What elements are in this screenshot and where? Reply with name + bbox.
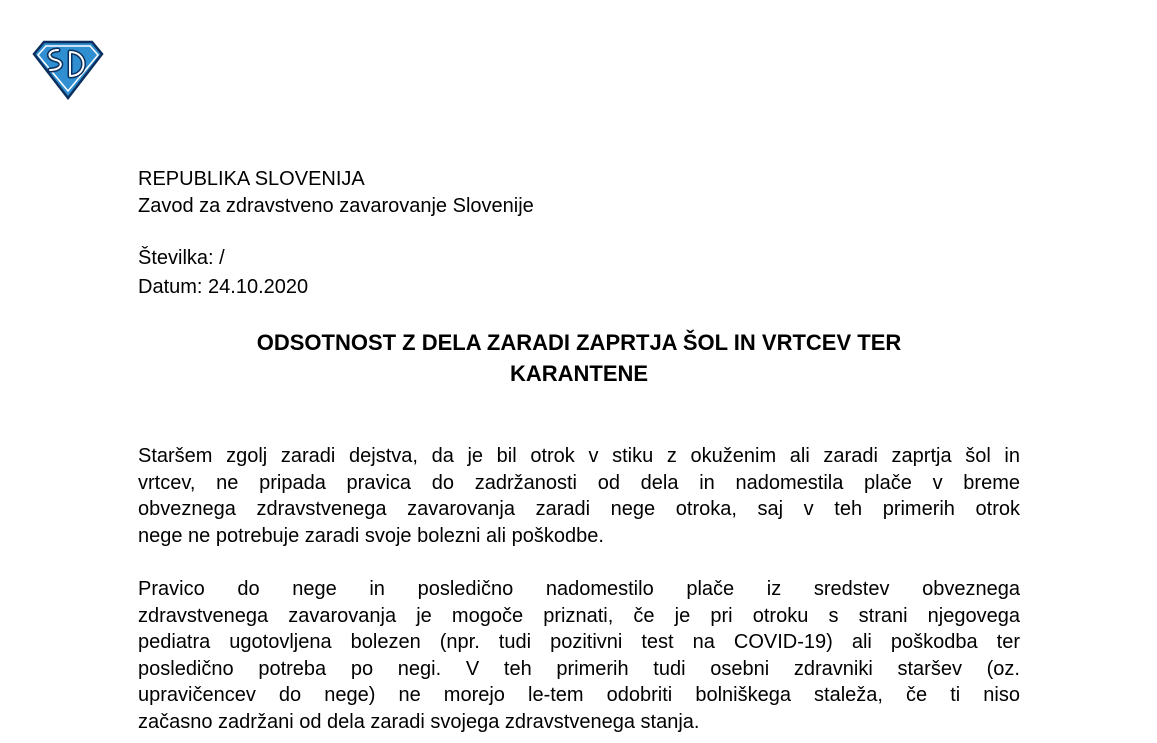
title-line-2: KARANTENE [509,361,649,386]
paragraph-line: zdravstvenega zavarovanja je mogoče priznati, če je pri otroku s strani njegovega [138,604,1020,627]
zzzs-logo-icon [30,40,106,100]
document-number: Številka: / [138,247,225,269]
paragraph-2 [138,576,1020,736]
paragraph-line: obveznega zdravstvenega zavarovanja zaradi nege otroka, saj v teh primerih otrok [138,498,1020,521]
paragraph-line: nege ne potrebuje zaradi svoje bolezni ali poškodbe. [138,524,604,547]
document-header [138,166,534,220]
paragraph-line: Staršem zgolj zaradi dejstva, da je bil otrok v stiku z okuženim ali zaradi zaprtja šol in [138,445,1020,467]
header-institution: Zavod za zdravstveno zavarovanje Slovenije [138,195,534,217]
document-meta [138,244,308,302]
paragraph-line: začasno zadržani od dela zaradi svojega zdravstvenega stanja. [138,710,700,733]
paragraph-line: Pravico do nege in posledično nadomestilo plače iz sredstev obveznega [138,578,1020,600]
paragraph-line: pediatra ugotovljena bolezen (npr. tudi pozitivni test na COVID-19) ali poškodba ter [138,631,1020,654]
logo-shield-icon [30,40,106,100]
paragraph-line: posledično potreba po negi. V teh primerih tudi osebni zdravniki staršev (oz. [138,657,1020,680]
title-line-1: ODSOTNOST Z DELA ZARADI ZAPRTJA ŠOL IN VRTCEV TER [256,330,902,355]
document-title [138,327,1020,389]
paragraph-1 [138,443,1020,549]
paragraph-line: vrtcev, ne pripada pravica do zadržanosti od dela in nadomestila plače v breme [138,471,1020,494]
header-country: REPUBLIKA SLOVENIJA [138,168,365,190]
paragraph-line: upravičencev do nege) ne morejo le-tem odobriti bolniškega staleža, če ti niso [138,684,1020,707]
document-date: Datum: 24.10.2020 [138,276,309,298]
